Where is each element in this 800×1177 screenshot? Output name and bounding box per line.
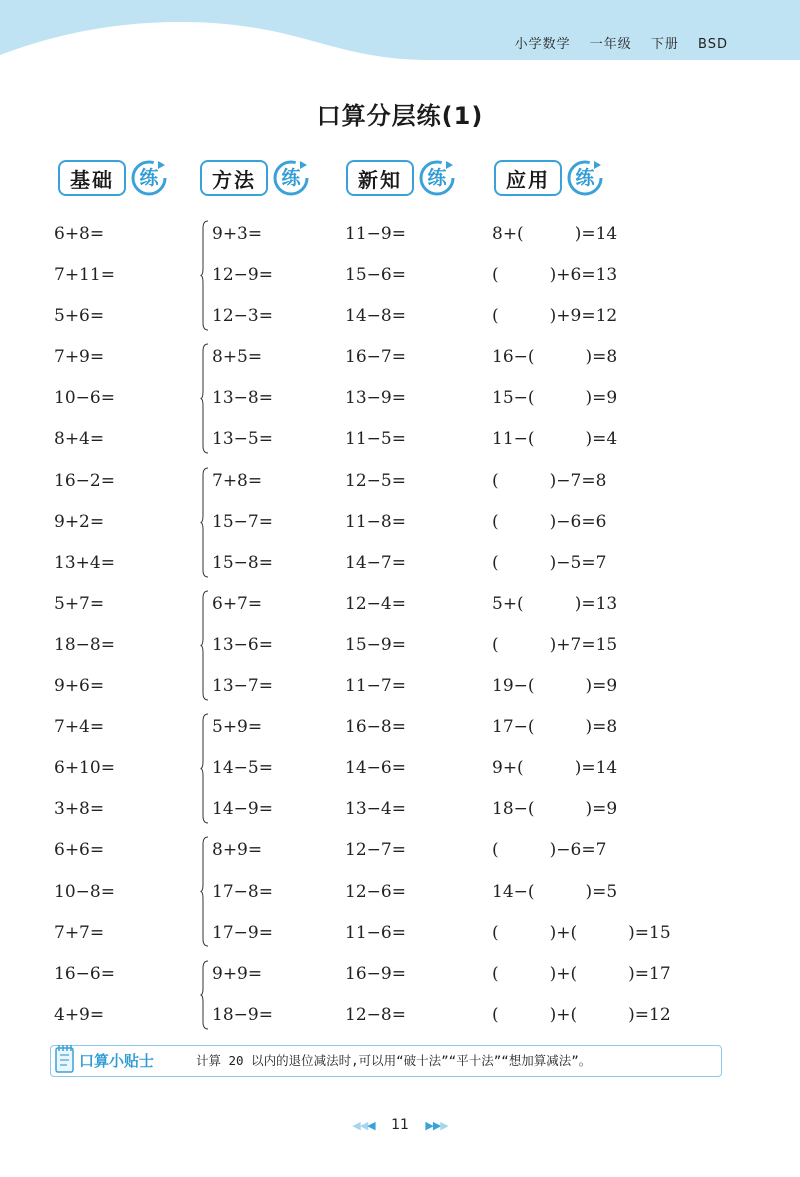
apply-problem: ( )−6=6 xyxy=(492,511,607,532)
new-problem: 16−9= xyxy=(345,963,406,984)
apply-problem: ( )+( )=15 xyxy=(492,922,671,943)
method-problem: 9+9= xyxy=(212,963,263,984)
basic-problem: 7+7= xyxy=(54,922,105,943)
basic-problem: 10−8= xyxy=(54,881,115,902)
basic-problem: 16−6= xyxy=(54,963,115,984)
subject-label: 小学数学 xyxy=(514,37,571,52)
new-problem: 12−8= xyxy=(345,1004,406,1025)
apply-problem: 8+( )=14 xyxy=(492,224,618,244)
brace-icon xyxy=(200,220,210,331)
category-label: 新知 xyxy=(346,160,414,196)
basic-problem: 9+6= xyxy=(54,676,105,697)
apply-problem: 18−( )=9 xyxy=(492,799,618,820)
basic-problem: 3+8= xyxy=(54,799,105,820)
method-problem: 18−9= xyxy=(212,1004,273,1025)
exercise-group xyxy=(0,830,800,953)
tip-text: 计算 20 以内的退位减法时,可以用“破十法”“平十法”“想加算减法”。 xyxy=(196,1053,592,1068)
brace-icon xyxy=(200,960,210,1030)
basic-problem: 6+10= xyxy=(54,758,115,779)
page-next-arrow-icon: ▶▶ xyxy=(425,1119,441,1132)
basic-problem: 7+4= xyxy=(54,717,105,738)
category-label: 应用 xyxy=(494,160,562,196)
edition-label: BSD xyxy=(698,37,728,52)
exercise-grid xyxy=(0,214,800,1036)
basic-problem: 7+9= xyxy=(54,347,105,368)
apply-problem: 15−( )=9 xyxy=(492,388,618,409)
method-problem: 13−8= xyxy=(212,388,273,409)
book-info xyxy=(501,33,728,52)
method-problem: 9+3= xyxy=(212,224,263,244)
practice-badge-icon: 练 xyxy=(270,157,312,199)
page-next-arrow-icon: ▶ xyxy=(440,1119,448,1132)
apply-problem: ( )−6=7 xyxy=(492,840,607,861)
basic-problem: 5+7= xyxy=(54,593,105,614)
new-problem: 12−4= xyxy=(345,593,406,614)
new-problem: 15−6= xyxy=(345,265,406,286)
exercise-group xyxy=(0,584,800,707)
method-problem: 13−5= xyxy=(212,429,273,450)
basic-problem: 5+6= xyxy=(54,306,105,327)
apply-problem: 5+( )=13 xyxy=(492,593,618,614)
basic-problem: 6+6= xyxy=(54,840,105,861)
brace-icon xyxy=(200,467,210,578)
category-method xyxy=(200,156,312,200)
method-problem: 15−7= xyxy=(212,511,273,532)
new-problem: 13−9= xyxy=(345,388,406,409)
exercise-group xyxy=(0,214,800,337)
basic-problem: 4+9= xyxy=(54,1004,105,1025)
category-new xyxy=(346,156,458,200)
category-label: 方法 xyxy=(200,160,268,196)
new-problem: 16−8= xyxy=(345,717,406,738)
apply-problem: ( )+9=12 xyxy=(492,306,618,327)
apply-problem: ( )−7=8 xyxy=(492,470,607,491)
new-problem: 11−8= xyxy=(345,511,406,532)
method-problem: 8+9= xyxy=(212,840,263,861)
apply-problem: 17−( )=8 xyxy=(492,717,618,738)
method-problem: 17−8= xyxy=(212,881,273,902)
new-problem: 12−7= xyxy=(345,840,406,861)
new-problem: 15−9= xyxy=(345,634,406,655)
method-problem: 6+7= xyxy=(212,593,263,614)
basic-problem: 8+4= xyxy=(54,429,105,450)
exercise-group xyxy=(0,461,800,584)
exercise-group xyxy=(0,707,800,830)
method-problem: 14−9= xyxy=(212,799,273,820)
practice-badge-icon: 练 xyxy=(564,157,606,199)
method-problem: 7+8= xyxy=(212,470,263,491)
exercise-group xyxy=(0,954,800,1036)
page-footer xyxy=(0,1117,800,1133)
practice-badge-icon: 练 xyxy=(416,157,458,199)
page-prev-arrow-icon: ◀ xyxy=(367,1119,375,1132)
category-basic xyxy=(58,156,170,200)
apply-problem: 19−( )=9 xyxy=(492,676,618,697)
category-apply xyxy=(494,156,606,200)
apply-problem: ( )−5=7 xyxy=(492,552,607,573)
new-problem: 11−9= xyxy=(345,224,406,244)
apply-problem: ( )+( )=17 xyxy=(492,963,671,984)
method-problem: 5+9= xyxy=(212,717,263,738)
brace-icon xyxy=(200,590,210,701)
basic-problem: 18−8= xyxy=(54,634,115,655)
apply-problem: ( )+( )=12 xyxy=(492,1004,671,1025)
apply-problem: ( )+7=15 xyxy=(492,634,618,655)
new-problem: 13−4= xyxy=(345,799,406,820)
page-title: 口算分层练(1) xyxy=(316,102,484,130)
new-problem: 11−7= xyxy=(345,676,406,697)
brace-icon xyxy=(200,343,210,454)
basic-problem: 9+2= xyxy=(54,511,105,532)
new-problem: 11−6= xyxy=(345,922,406,943)
exercise-group xyxy=(0,337,800,460)
apply-problem: ( )+6=13 xyxy=(492,265,618,286)
new-problem: 12−5= xyxy=(345,470,406,491)
basic-problem: 13+4= xyxy=(54,552,115,573)
method-problem: 15−8= xyxy=(212,552,273,573)
basic-problem: 10−6= xyxy=(54,388,115,409)
new-problem: 14−6= xyxy=(345,758,406,779)
apply-problem: 16−( )=8 xyxy=(492,347,618,368)
method-problem: 17−9= xyxy=(212,922,273,943)
new-problem: 14−7= xyxy=(345,552,406,573)
basic-problem: 16−2= xyxy=(54,470,115,491)
practice-badge-icon: 练 xyxy=(128,157,170,199)
apply-problem: 14−( )=5 xyxy=(492,881,618,902)
new-problem: 12−6= xyxy=(345,881,406,902)
tip-box xyxy=(50,1045,722,1077)
brace-icon xyxy=(200,836,210,947)
grade-label: 一年级 xyxy=(589,37,632,52)
tip-label: 口算小贴士 xyxy=(79,1052,155,1070)
new-problem: 16−7= xyxy=(345,347,406,368)
notepad-icon xyxy=(53,1043,77,1075)
method-problem: 12−9= xyxy=(212,265,273,286)
new-problem: 14−8= xyxy=(345,306,406,327)
page-number: 11 xyxy=(391,1117,409,1133)
method-problem: 12−3= xyxy=(212,306,273,327)
page-prev-arrow-icon: ◀◀ xyxy=(352,1119,368,1132)
apply-problem: 9+( )=14 xyxy=(492,758,618,779)
new-problem: 11−5= xyxy=(345,429,406,450)
basic-problem: 6+8= xyxy=(54,224,105,244)
method-problem: 8+5= xyxy=(212,347,263,368)
method-problem: 13−6= xyxy=(212,634,273,655)
basic-problem: 7+11= xyxy=(54,265,115,286)
method-problem: 13−7= xyxy=(212,676,273,697)
method-problem: 14−5= xyxy=(212,758,273,779)
category-label: 基础 xyxy=(58,160,126,196)
volume-label: 下册 xyxy=(650,37,679,52)
apply-problem: 11−( )=4 xyxy=(492,429,618,450)
brace-icon xyxy=(200,713,210,824)
